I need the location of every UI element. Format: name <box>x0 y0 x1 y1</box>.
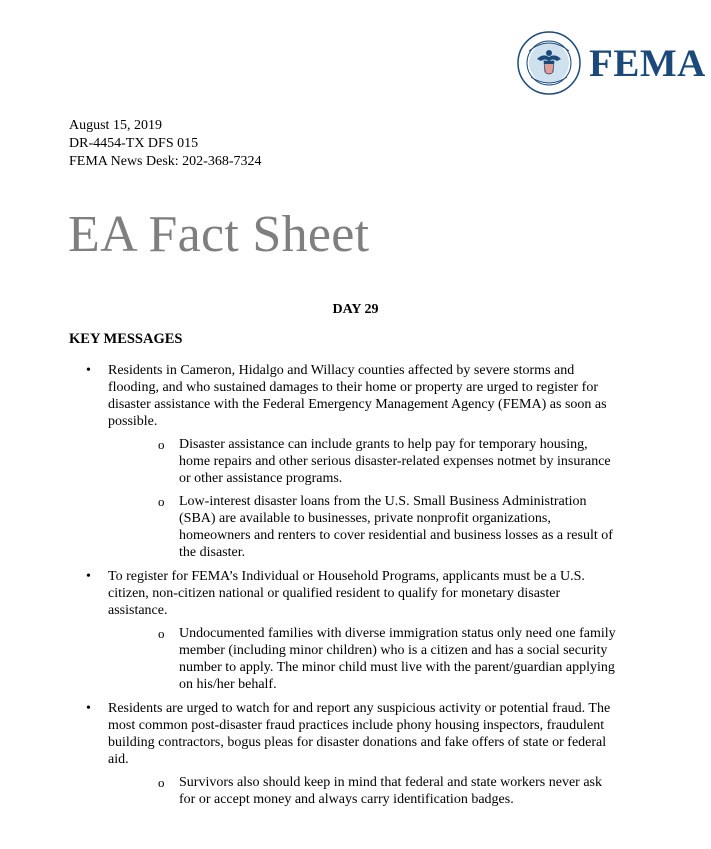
fema-logo <box>517 31 706 95</box>
bullet-text: Residents in Cameron, Hidalgo and Willacy counties affected by severe storms and flooding, and who sustained damages to their home or property are urged to register for disaster assistance with the Federal Emergency Management Agency (FEMA) as soon as possible. <box>108 363 607 429</box>
sub-bullet-item <box>136 493 620 561</box>
bullet-text: Residents are urged to watch for and report any suspicious activity or potential fraud. The most common post-disaster fraud practices include phony housing inspectors, fraudulent building contractors, bogus pleas for disaster donations and fake offers of state or federal aid. <box>108 701 611 767</box>
key-messages-list <box>80 362 620 815</box>
key-messages-heading: KEY MESSAGES <box>69 331 183 347</box>
sub-bullet-circle-icon: o <box>158 437 165 452</box>
bullet-item <box>80 700 620 808</box>
document-meta <box>69 117 262 171</box>
day-label: DAY 29 <box>332 302 379 317</box>
document-date: August 15, 2019 <box>69 118 162 133</box>
bullet-text: To register for FEMA’s Individual or Household Programs, applicants must be a U.S. citizen, non-citizen national or qualified resident to qualify for monetary disaster assistance. <box>108 569 585 618</box>
sub-bullet-circle-icon: o <box>158 494 165 509</box>
sub-bullet-text: Low-interest disaster loans from the U.S. Small Business Administration (SBA) are available to businesses, private nonprofit organizations, homeowners and renters to cover residential and business losses as a result of the disaster. <box>179 494 613 560</box>
bullet-item <box>80 362 620 561</box>
sub-bullet-circle-icon: o <box>158 775 165 790</box>
bullet-dot-icon: • <box>86 569 91 584</box>
dhs-seal-icon <box>517 31 581 95</box>
bullet-dot-icon: • <box>86 701 91 716</box>
sub-bullet-item <box>136 774 620 808</box>
bullet-dot-icon: • <box>86 363 91 378</box>
news-desk-contact: FEMA News Desk: 202-368-7324 <box>69 154 262 169</box>
sub-bullet-text: Undocumented families with diverse immigration status only need one family member (including minor children) who is a citizen and has a social security number to apply. The minor child must live with the parent/guardian applying on his/her behalf. <box>179 626 616 692</box>
bullet-item <box>80 568 620 693</box>
sub-bullet-text: Disaster assistance can include grants to help pay for temporary housing, home repairs and other serious disaster-related expenses notmet by insurance or other assistance programs. <box>179 437 611 486</box>
sub-bullet-item <box>136 436 620 487</box>
page-title: EA Fact Sheet <box>68 206 370 263</box>
sub-bullet-circle-icon: o <box>158 626 165 641</box>
document-reference: DR-4454-TX DFS 015 <box>69 136 199 151</box>
sub-bullet-text: Survivors also should keep in mind that federal and state workers never ask for or accept money and always carry identification badges. <box>179 775 603 807</box>
fema-wordmark: FEMA <box>589 41 706 85</box>
sub-bullet-item <box>136 625 620 693</box>
